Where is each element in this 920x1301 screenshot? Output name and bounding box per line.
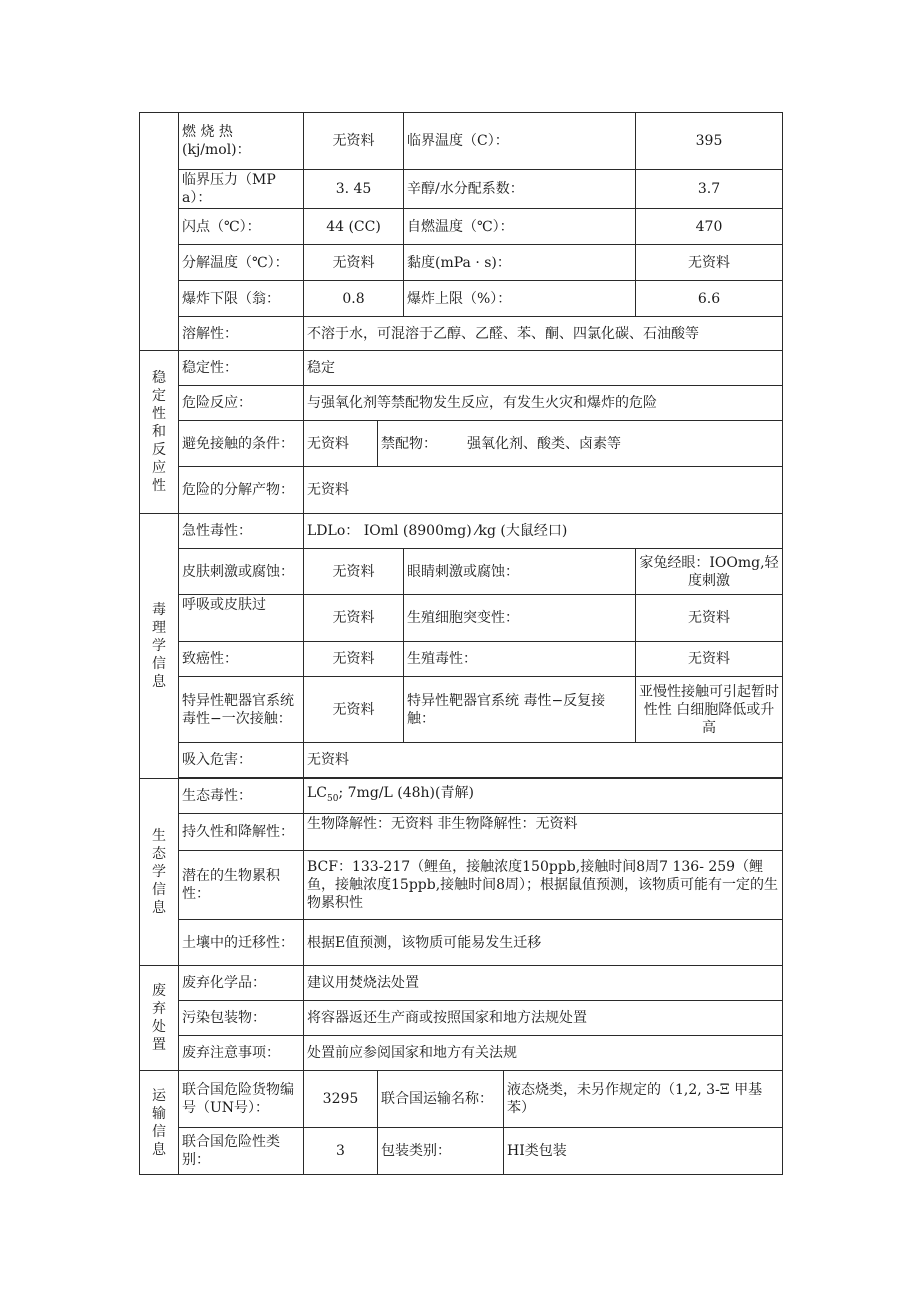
combustion-heat-label: 燃 烧 热 (kj/mol)： (179, 113, 304, 170)
conditions-to-avoid-label: 避免接触的条件： (179, 421, 304, 467)
stot-single-value: 无资料 (304, 677, 404, 743)
lower-explosion-limit-label: 爆炸下限（翁： (179, 281, 304, 317)
respiratory-sensitization-value: 无资料 (304, 595, 404, 642)
soil-mobility-label: 土壤中的迁移性： (179, 920, 304, 966)
section-title-char: 信 (152, 656, 166, 672)
row-un-number (140, 1071, 783, 1128)
incompatible-materials-cell (378, 421, 783, 467)
row-acute-toxicity (140, 514, 783, 549)
decomposition-temp-value: 无资料 (304, 245, 404, 281)
persistence-value: 生物降解性：无资料 非生物降解性：无资料 (304, 814, 783, 851)
viscosity-label: 黏度(mPa · s)： (404, 245, 636, 281)
carcinogenicity-label: 致癌性： (179, 642, 304, 677)
row-conditions-to-avoid (140, 421, 783, 467)
section-physchem-cell (140, 113, 179, 351)
row-ecotoxicity (140, 779, 783, 814)
section-stability-title (140, 351, 179, 514)
section-transport-title (140, 1071, 179, 1175)
section-title-char: 置 (152, 1037, 166, 1053)
row-stability (140, 351, 783, 386)
row-aspiration-hazard (140, 743, 783, 778)
section-title-char: 稳 (152, 370, 166, 386)
octanol-water-value: 3.7 (636, 170, 783, 209)
section-title-char: 定 (152, 388, 166, 404)
incompatible-materials-label: 禁配物： (381, 435, 437, 452)
incompatible-materials-value: 强氧化剂、酸类、卤素等 (467, 435, 621, 452)
row-soil-mobility (140, 920, 783, 966)
decomposition-temp-label: 分解温度（℃）： (179, 245, 304, 281)
decomposition-products-value: 无资料 (304, 467, 783, 514)
section-ecology-title (140, 779, 179, 966)
section-title-char: 信 (152, 1123, 166, 1140)
ecotoxicity-label: 生态毒性： (179, 779, 304, 814)
packing-group-label: 包装类别： (378, 1128, 504, 1175)
stot-repeated-label: 特异性靶器官系统 毒性−反复接触： (404, 677, 636, 743)
decomposition-products-label: 危险的分解产物： (179, 467, 304, 514)
section-title-char: 运 (152, 1087, 166, 1104)
section-toxicology-title (140, 514, 179, 779)
packing-group-value: HI类包装 (504, 1128, 783, 1175)
lower-explosion-limit-value: 0.8 (304, 281, 404, 317)
row-decomposition-temp (140, 245, 783, 281)
section-title-char: 性 (152, 478, 166, 494)
row-contaminated-packaging (140, 1001, 783, 1036)
stot-single-label: 特异性靶器官系统毒性−一次接触： (179, 677, 304, 743)
stability-value: 稳定 (304, 351, 783, 386)
row-hazard-class (140, 1128, 783, 1175)
upper-explosion-limit-value: 6.6 (636, 281, 783, 317)
reproductive-toxicity-label: 生殖毒性： (404, 642, 636, 677)
section-title-char: 弃 (152, 1001, 166, 1017)
section-title-char: 性 (152, 406, 166, 422)
row-bioaccumulation (140, 851, 783, 920)
octanol-water-label: 辛醇/水分配系数： (404, 170, 636, 209)
section-disposal-title (140, 966, 179, 1071)
eye-irritation-value: 家兔经眼：IOOmg,轻度刺激 (636, 549, 783, 595)
solubility-label: 溶解性： (179, 317, 304, 351)
section-title-char: 处 (152, 1019, 166, 1035)
un-hazard-class-label: 联合国危险性类别： (179, 1128, 304, 1175)
section-title-char: 废 (152, 983, 166, 999)
row-solubility (140, 317, 783, 351)
row-critical-pressure (140, 170, 783, 209)
conditions-to-avoid-value: 无资料 (304, 421, 378, 467)
section-title-char: 息 (152, 674, 166, 690)
ecotoxicity-value: $LC_{50}$; 7mg/L (48h)(青解) (304, 779, 783, 814)
reproductive-toxicity-value: 无资料 (636, 642, 783, 677)
germ-cell-mutagenicity-label: 生殖细胞突变性： (404, 595, 636, 642)
eye-irritation-label: 眼睛刺激或腐蚀： (404, 549, 636, 595)
section-title-char: 和 (152, 424, 166, 440)
section-title-char: 输 (152, 1105, 166, 1122)
section-title-char: 反 (152, 442, 166, 458)
aspiration-hazard-value: 无资料 (304, 743, 783, 778)
row-carcinogenicity-reproductive (140, 642, 783, 677)
section-title-char: 应 (152, 460, 166, 476)
waste-chemicals-label: 废弃化学品： (179, 966, 304, 1001)
autoignition-label: 自燃温度（℃）： (404, 209, 636, 245)
row-sensitization-mutagenicity (140, 595, 783, 642)
contaminated-packaging-value: 将容器返还生产商或按照国家和地方法规处置 (304, 1001, 783, 1036)
row-explosion-limits (140, 281, 783, 317)
row-skin-eye (140, 549, 783, 595)
un-shipping-name-label: 联合国运输名称： (378, 1071, 504, 1128)
row-combustion-heat (140, 113, 783, 170)
un-hazard-class-value: 3 (304, 1128, 378, 1175)
row-flash-point (140, 209, 783, 245)
persistence-label: 持久性和降解性： (179, 814, 304, 851)
section-title-char: 息 (152, 1141, 166, 1158)
un-shipping-name-value: 液态烧类，未另作规定的（1,2, 3-Ξ 甲基苯） (504, 1071, 783, 1128)
flash-point-label: 闪点（℃）： (179, 209, 304, 245)
section-title-char: 毒 (152, 602, 166, 618)
row-disposal-notes (140, 1036, 783, 1071)
autoignition-value: 470 (636, 209, 783, 245)
upper-explosion-limit-label: 爆炸上限（%）： (404, 281, 636, 317)
bioaccumulation-value: BCF：133-217（鲤鱼，接触浓度150ppb,接触时间8周7 136- 259（鲤鱼，接触浓度15ppb,接触时间8周）；根据鼠值预测，该物质可能有一定的生物累积性 (304, 851, 783, 920)
solubility-value: 不溶于水，可混溶于乙醇、乙醛、苯、酮、四氯化碳、石油酸等 (304, 317, 783, 351)
germ-cell-mutagenicity-value: 无资料 (636, 595, 783, 642)
stot-repeated-value: 亚慢性接触可引起暂时性性 白细胞降低或升高 (636, 677, 783, 743)
waste-chemicals-value: 建议用焚烧法处置 (304, 966, 783, 1001)
disposal-notes-value: 处置前应参阅国家和地方有关法规 (304, 1036, 783, 1071)
respiratory-sensitization-label: 呼吸或皮肤过 (179, 595, 304, 642)
un-number-value: 3295 (304, 1071, 378, 1128)
bioaccumulation-label: 潜在的生物累积性： (179, 851, 304, 920)
un-number-label: 联合国危险货物编号（UN号）： (179, 1071, 304, 1128)
row-hazardous-reaction (140, 386, 783, 421)
acute-toxicity-label: 急性毒性： (179, 514, 304, 549)
critical-temp-value: 395 (636, 113, 783, 170)
aspiration-hazard-label: 吸入危害： (179, 743, 304, 778)
hazardous-reaction-value: 与强氧化剂等禁配物发生反应，有发生火灾和爆炸的危险 (304, 386, 783, 421)
section-title-char: 生 (152, 828, 166, 844)
section-title-char: 学 (152, 864, 166, 880)
carcinogenicity-value: 无资料 (304, 642, 404, 677)
contaminated-packaging-label: 污染包装物： (179, 1001, 304, 1036)
row-stot (140, 677, 783, 743)
section-title-char: 态 (152, 846, 166, 862)
critical-temp-label: 临界温度（C）： (404, 113, 636, 170)
section-title-char: 信 (152, 882, 166, 898)
section-title-char: 息 (152, 900, 166, 916)
combustion-heat-value: 无资料 (304, 113, 404, 170)
hazardous-reaction-label: 危险反应： (179, 386, 304, 421)
skin-corrosion-value: 无资料 (304, 549, 404, 595)
acute-toxicity-value: LDLo： IOml (8900mg) ⁄kg (大鼠经口) (304, 514, 783, 549)
row-decomposition-products (140, 467, 783, 514)
flash-point-value: 44 (CC) (304, 209, 404, 245)
section-title-char: 理 (152, 620, 166, 636)
msds-table (139, 112, 783, 1175)
row-waste-chemicals (140, 966, 783, 1001)
critical-pressure-label: 临界压力（MPa）： (179, 170, 304, 209)
skin-corrosion-label: 皮肤刺激或腐蚀： (179, 549, 304, 595)
row-persistence (140, 814, 783, 851)
disposal-notes-label: 废弃注意事项： (179, 1036, 304, 1071)
stability-label: 稳定性： (179, 351, 304, 386)
critical-pressure-value: 3. 45 (304, 170, 404, 209)
section-title-char: 学 (152, 638, 166, 654)
viscosity-value: 无资料 (636, 245, 783, 281)
soil-mobility-value: 根据E值预测，该物质可能易发生迁移 (304, 920, 783, 966)
